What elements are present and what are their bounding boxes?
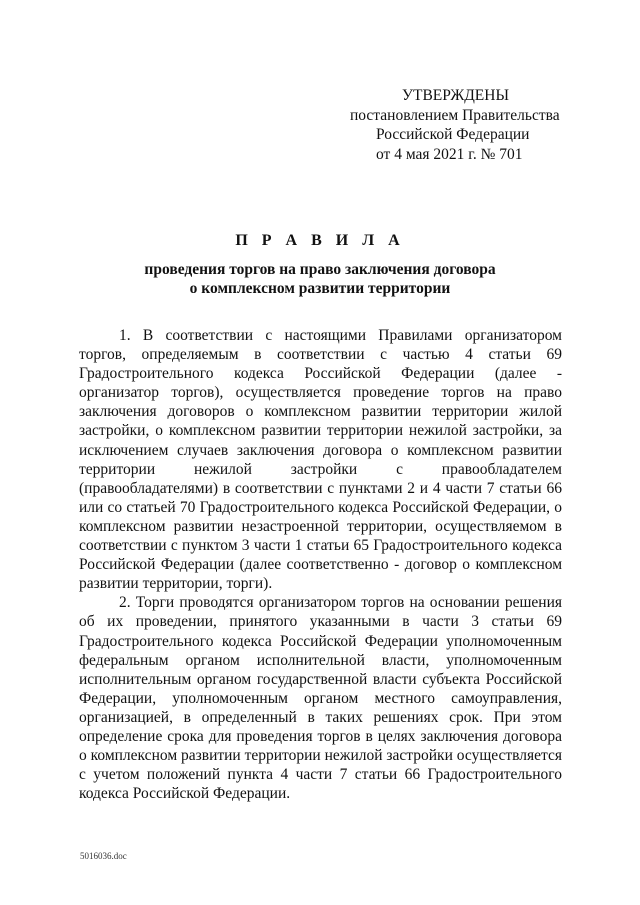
approval-authority: Российской Федерации: [376, 126, 530, 143]
subtitle-line-1: проведения торгов на право заключения договора: [144, 261, 496, 278]
document-body: [79, 326, 562, 803]
paragraph-2: 2. Торги проводятся организатором торгов на основании решения об их проведении, принятого указанными в части 3 статьи 69 Градостроительного кодекса Российской Федерации уполномоченным федеральным органом исполнительной власти, уполномоченным исполнительным органом государственной власти субъекта Российской Федерации, уполномоченным органом местного самоуправления, организацией, в определенный в таких решениях срок. При этом определение срока для проведения торгов в целях заключения договора о комплексном развитии территории нежилой застройки осуществляется с учетом положений пункта 4 части 7 статьи 66 Градостроительного кодекса Российской Федерации.: [79, 594, 563, 803]
document-title: П Р А В И Л А: [235, 232, 405, 249]
approval-date-number: от 4 мая 2021 г. № 701: [376, 145, 523, 163]
approval-block: [330, 86, 570, 164]
paragraph-1: 1. В соответствии с настоящими Правилами организатором торгов, определяемым в соответствии с частью 4 статьи 69 Градостроительного кодекса Российской Федерации (далее - организатор торгов), осуществляется проведение торгов на право заключения договоров о комплексном развитии территории жилой застройки, о комплексном развитии территории нежилой застройки, за исключением случаев заключения договора о комплексном развитии территории нежилой застройки с правообладателем (правообладателями) в соответствии с пунктами 2 и 4 части 7 статьи 66 или со статьей 70 Градостроительного кодекса Российской Федерации, о комплексном развитии незастроенной территории, осуществляемом в соответствии с пунктом 3 части 1 статьи 65 Градостроительного кодекса Российской Федерации (далее соответственно - договор о комплексном развитии территории, торги).: [79, 327, 562, 593]
footer-file-name: 5016036.doc: [80, 851, 127, 861]
document-subtitle: [0, 260, 640, 298]
approval-heading: УТВЕРЖДЕНЫ: [402, 87, 509, 104]
approval-by: постановлением Правительства: [350, 106, 560, 124]
subtitle-line-2: о комплексном развитии территории: [189, 280, 451, 297]
